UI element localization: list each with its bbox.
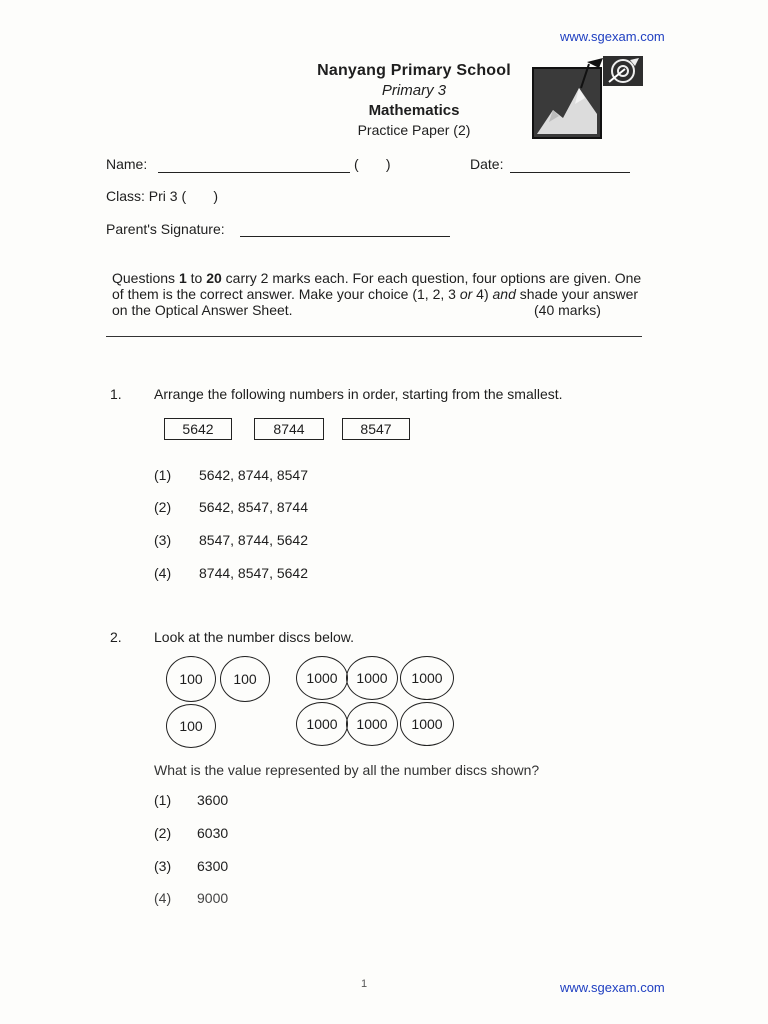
question-text: Look at the number discs below. <box>154 629 355 645</box>
option-number: (3) <box>154 858 172 874</box>
number-box: 5642 <box>164 418 232 440</box>
option-text: 9000 <box>197 890 229 906</box>
question-number: 2. <box>110 629 122 645</box>
question-number: 1. <box>110 386 122 402</box>
instructions-or: or <box>459 286 473 302</box>
website-link-top[interactable]: www.sgexam.com <box>560 29 665 44</box>
option-number: (4) <box>154 890 172 906</box>
signature-label: Parent's Signature: <box>106 221 225 237</box>
number-disc-1000: 1000 <box>346 656 398 700</box>
signature-field[interactable] <box>240 236 450 237</box>
number-disc-1000: 1000 <box>346 702 398 746</box>
number-disc-100: 100 <box>166 704 216 748</box>
option-text: 5642, 8547, 8744 <box>199 499 308 515</box>
name-label: Name: <box>106 156 148 172</box>
class-label: Class: Pri 3 ( ) <box>106 188 219 204</box>
instructions-text: to <box>186 270 207 286</box>
option-text: 3600 <box>197 792 229 808</box>
subject-title: Mathematics <box>368 102 460 119</box>
number-disc-1000: 1000 <box>400 656 454 700</box>
register-number-bracket: ( ) <box>354 156 391 172</box>
name-field[interactable] <box>158 172 350 173</box>
number-disc-1000: 1000 <box>400 702 454 746</box>
grade-level: Primary 3 <box>381 82 447 99</box>
option-number: (1) <box>154 792 172 808</box>
instructions-text: shade your answer on the Optical Answer Sheet. <box>112 286 639 318</box>
school-crest-icon <box>531 52 646 140</box>
number-box: 8744 <box>254 418 324 440</box>
option-number: (2) <box>154 825 172 841</box>
question-prompt: What is the value represented by all the number discs shown? <box>154 762 540 778</box>
number-disc-100: 100 <box>220 656 270 702</box>
option-text: 6030 <box>197 825 229 841</box>
instructions-text: 4) <box>472 286 493 302</box>
option-text: 6300 <box>197 858 229 874</box>
number-box: 8547 <box>342 418 410 440</box>
number-disc-1000: 1000 <box>296 656 348 700</box>
total-marks: (40 marks) <box>534 302 601 318</box>
option-number: (1) <box>154 467 172 483</box>
instructions-text: Questions <box>112 270 179 286</box>
date-field[interactable] <box>510 172 630 173</box>
instructions-text: carry 2 marks each. For each question, four options are given. One of them is the correct answer. Make your choice (1, 2, 3 <box>112 270 642 302</box>
number-disc-100: 100 <box>166 656 216 702</box>
school-name: Nanyang Primary School <box>317 62 511 79</box>
option-text: 5642, 8744, 8547 <box>199 467 308 483</box>
option-number: (3) <box>154 532 172 548</box>
option-text: 8744, 8547, 5642 <box>199 565 308 581</box>
option-number: (2) <box>154 499 172 515</box>
page-number: 1 <box>361 978 368 990</box>
instructions-and: and <box>492 286 516 302</box>
option-number: (4) <box>154 565 172 581</box>
option-text: 8547, 8744, 5642 <box>199 532 308 548</box>
instructions-from: 1 <box>178 270 187 286</box>
date-label: Date: <box>470 156 504 172</box>
question-text: Arrange the following numbers in order, starting from the smallest. <box>154 386 563 402</box>
instructions-to: 20 <box>206 270 222 286</box>
divider <box>106 336 642 337</box>
number-disc-1000: 1000 <box>296 702 348 746</box>
paper-title: Practice Paper (2) <box>357 122 471 138</box>
website-link-bottom[interactable]: www.sgexam.com <box>560 980 665 995</box>
